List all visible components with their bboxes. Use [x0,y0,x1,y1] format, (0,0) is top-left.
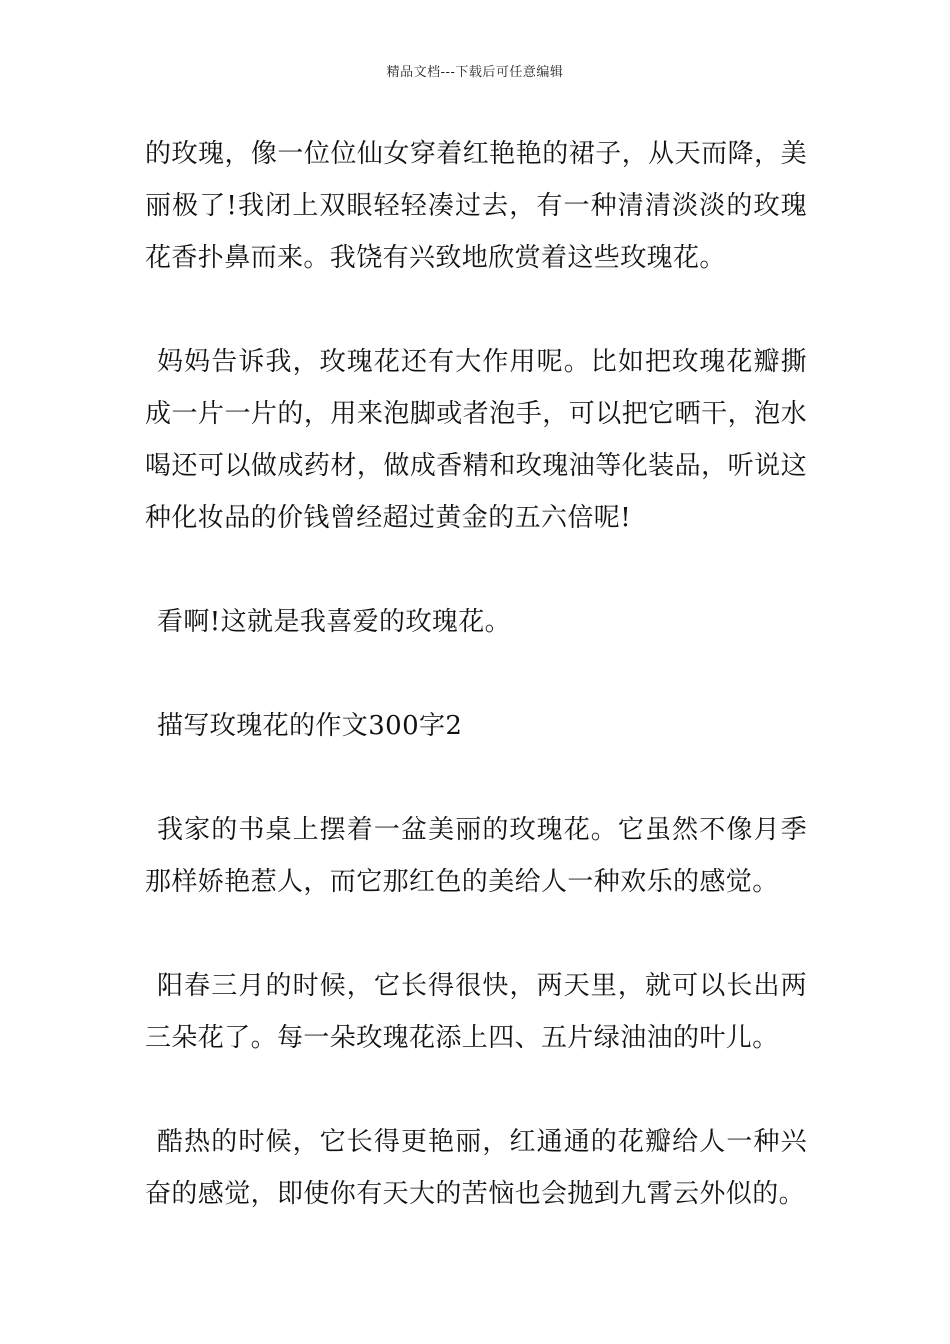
document-body [145,128,807,1220]
section-heading: 描写玫瑰花的作文300字2 [157,711,463,741]
paragraph-5: 阳春三月的时候，它长得很快，两天里，就可以长出两三朵花了。每一朵玫瑰花添上四、五片绿油油的叶儿。 [145,971,807,1053]
paragraph-2: 妈妈告诉我，玫瑰花还有大作用呢。比如把玫瑰花瓣撕成一片一片的，用来泡脚或者泡手，可以把它晒干，泡水喝还可以做成药材，做成香精和玫瑰油等化装品，听说这种化妆品的价钱曾经超过黄金的五六倍呢! [145,347,807,533]
paragraph-1: 的玫瑰，像一位位仙女穿着红艳艳的裙子，从天而降，美丽极了!我闭上双眼轻轻凑过去，有一种清清淡淡的玫瑰花香扑鼻而来。我饶有兴致地欣赏着这些玫瑰花。 [145,139,807,273]
page-header: 精品文档---下载后可任意编辑 [386,65,564,80]
paragraph-6: 酷热的时候，它长得更艳丽，红通通的花瓣给人一种兴奋的感觉，即使你有天大的苦恼也会抛到九霄云外似的。 [145,1127,807,1209]
paragraph-3: 看啊!这就是我喜爱的玫瑰花。 [157,607,512,637]
paragraph-4: 我家的书桌上摆着一盆美丽的玫瑰花。它虽然不像月季那样娇艳惹人，而它那红色的美给人一种欢乐的感觉。 [145,815,807,897]
